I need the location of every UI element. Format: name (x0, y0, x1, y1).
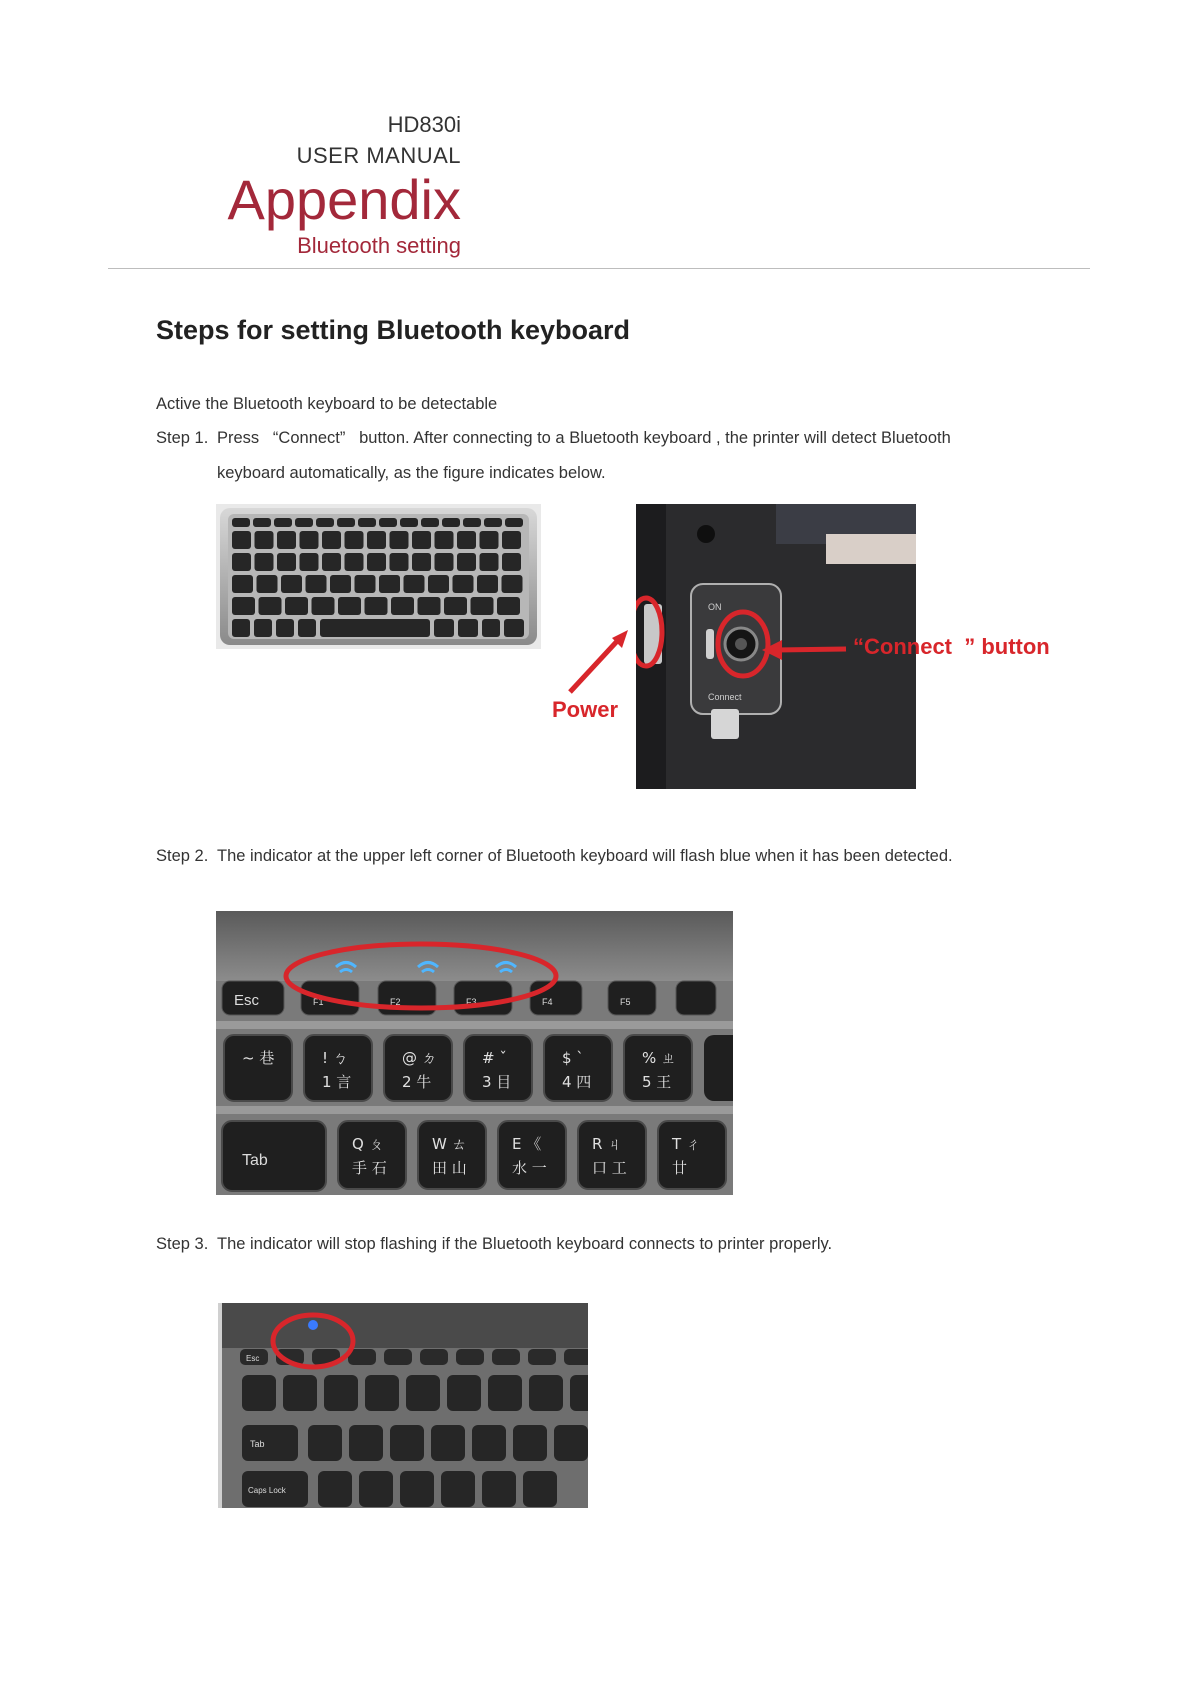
kb-key (412, 553, 431, 571)
key-label: % ㄓ (642, 1049, 677, 1067)
kb-key (259, 597, 282, 615)
kb-key (391, 597, 414, 615)
kb-key (257, 575, 278, 593)
number-key (242, 1375, 276, 1411)
switch-on-text: ON (708, 602, 722, 612)
step1-text-cont: keyboard automatically, as the figure indicates below. (217, 464, 606, 482)
fn-key (528, 1349, 556, 1365)
section-title: Appendix (227, 168, 461, 231)
kb-key (277, 531, 296, 549)
key-label: F4 (542, 997, 553, 1007)
kb-key (502, 553, 521, 571)
kb-key (253, 518, 271, 527)
letter-key (418, 1121, 486, 1189)
key-label: @ ㄉ (402, 1049, 437, 1067)
keyboard-connected-photo (218, 1303, 588, 1508)
kb-key (428, 575, 449, 593)
letter-key (523, 1471, 557, 1507)
kb-key (390, 531, 409, 549)
keyboard-photo (216, 504, 541, 649)
kb-key (457, 531, 476, 549)
fn-key (384, 1349, 412, 1365)
fn-key (492, 1349, 520, 1365)
kb-key (281, 575, 302, 593)
kb-key (277, 553, 296, 571)
kb-key (254, 619, 272, 637)
number-key (447, 1375, 481, 1411)
key-label: R ㄐ (592, 1135, 623, 1153)
number-key (406, 1375, 440, 1411)
step2-text: The indicator at the upper left corner of Bluetooth keyboard will flash blue when it has been detected. (217, 847, 953, 865)
number-key (365, 1375, 399, 1411)
intro-text: Active the Bluetooth keyboard to be detectable (156, 395, 498, 413)
key-label: ~ 巷 (242, 1049, 275, 1067)
kb-key (300, 531, 319, 549)
power-label: Power (552, 697, 619, 722)
kb-key (306, 575, 327, 593)
kb-key (355, 575, 376, 593)
letter-key (349, 1425, 383, 1461)
key-label: E 《 (512, 1135, 542, 1153)
number-key (304, 1035, 372, 1101)
kb-key (463, 518, 481, 527)
kb-key (418, 597, 441, 615)
kb-key (367, 531, 386, 549)
model-name: HD830i (387, 112, 461, 137)
kb-key (482, 619, 500, 637)
kb-key (434, 619, 454, 637)
kb-key (502, 575, 523, 593)
kb-key (337, 518, 355, 527)
key-label: 2 牛 (402, 1073, 432, 1091)
kb-key (484, 518, 502, 527)
fn-key (676, 981, 716, 1015)
letter-key (498, 1121, 566, 1189)
kb-key (365, 597, 388, 615)
key-label: 4 四 (562, 1073, 592, 1091)
kb-key (330, 575, 351, 593)
kb-key (457, 553, 476, 571)
letter-key (472, 1425, 506, 1461)
subsection-title: Bluetooth setting (297, 233, 461, 258)
kb-key (255, 553, 274, 571)
fn-key (530, 981, 582, 1015)
kb-key (477, 575, 498, 593)
number-key (384, 1035, 452, 1101)
key-label: Esc (246, 1354, 260, 1363)
kb-key (367, 553, 386, 571)
number-key (570, 1375, 588, 1411)
kb-key (298, 619, 316, 637)
key-label: F3 (466, 997, 477, 1007)
key-label: F1 (313, 997, 324, 1007)
fn-key (564, 1349, 588, 1365)
kb-key (412, 531, 431, 549)
letter-key (513, 1425, 547, 1461)
kb-key (379, 518, 397, 527)
power-arrow (560, 620, 640, 700)
kb-key (471, 597, 494, 615)
letter-key (554, 1425, 588, 1461)
kb-key (322, 553, 341, 571)
letter-key (338, 1121, 406, 1189)
kb-key (232, 575, 253, 593)
letter-key (431, 1425, 465, 1461)
tab-key (222, 1121, 326, 1191)
kb-key (390, 553, 409, 571)
key-label: 田 山 (432, 1159, 467, 1177)
kb-key (504, 619, 524, 637)
step1-text: Press “Connect” button. After connecting to a Bluetooth keyboard , the printer will detect Bluetooth (217, 429, 951, 447)
letter-key (578, 1121, 646, 1189)
letter-key (658, 1121, 726, 1189)
step3-label: Step 3. (156, 1235, 209, 1253)
key-label: Esc (234, 992, 260, 1009)
kb-key (300, 553, 319, 571)
fn-key (456, 1349, 484, 1365)
kb-key (285, 597, 308, 615)
header-divider (108, 268, 1090, 269)
key-label: Tab (242, 1152, 268, 1169)
key-label: 廿 (672, 1159, 688, 1177)
kb-key (232, 531, 251, 549)
key-label: 1 言 (322, 1073, 352, 1091)
kb-key (435, 553, 454, 571)
key-label: 手 石 (352, 1159, 387, 1177)
kb-key (338, 597, 361, 615)
key-label: # ˇ (482, 1049, 507, 1067)
kb-key (404, 575, 425, 593)
key-label: 3 目 (482, 1073, 512, 1091)
letter-key (308, 1425, 342, 1461)
number-key (704, 1035, 733, 1101)
kb-key (232, 597, 255, 615)
number-key (324, 1375, 358, 1411)
fn-key (608, 981, 656, 1015)
kb-key (453, 575, 474, 593)
letter-key (318, 1471, 352, 1507)
kb-key (458, 619, 478, 637)
number-key (544, 1035, 612, 1101)
letter-key (359, 1471, 393, 1507)
kb-key (444, 597, 467, 615)
kb-key (255, 531, 274, 549)
number-key (529, 1375, 563, 1411)
kb-key (276, 619, 294, 637)
key-label: Q ㄆ (352, 1135, 384, 1153)
kb-key (442, 518, 460, 527)
kb-key (232, 619, 250, 637)
step3-text: The indicator will stop flashing if the Bluetooth keyboard connects to printer properly. (217, 1235, 833, 1253)
step2-label: Step 2. (156, 847, 209, 865)
key-label: 水 一 (512, 1159, 547, 1177)
key-label: Caps Lock (248, 1486, 286, 1495)
number-key (464, 1035, 532, 1101)
number-key (488, 1375, 522, 1411)
key-label: 5 王 (642, 1073, 672, 1091)
kb-key (232, 518, 250, 527)
kb-key (505, 518, 523, 527)
key-label: F5 (620, 997, 631, 1007)
key-label: Tab (250, 1439, 265, 1449)
number-key (283, 1375, 317, 1411)
kb-key (480, 553, 499, 571)
switch-connect-text: Connect (708, 692, 742, 702)
key-label: W ㄊ (432, 1135, 467, 1153)
kb-key (345, 553, 364, 571)
kb-key (274, 518, 292, 527)
kb-key (316, 518, 334, 527)
kb-spacebar (320, 619, 430, 637)
kb-key (480, 531, 499, 549)
keyboard-closeup-flashing-photo (216, 911, 733, 1195)
step1-label: Step 1. (156, 429, 209, 447)
kb-key (497, 597, 520, 615)
kb-key (435, 531, 454, 549)
kb-key (502, 531, 521, 549)
kb-key (421, 518, 439, 527)
kb-key (295, 518, 313, 527)
number-key (624, 1035, 692, 1101)
key-label: T ㄔ (672, 1135, 701, 1153)
fn-key (420, 1349, 448, 1365)
letter-key (400, 1471, 434, 1507)
key-label: F2 (390, 997, 401, 1007)
key-label: $ ˋ (562, 1049, 584, 1067)
number-key (224, 1035, 292, 1101)
manual-title: USER MANUAL (296, 143, 461, 168)
letter-key (482, 1471, 516, 1507)
letter-key (441, 1471, 475, 1507)
key-label: ! ㄅ (322, 1049, 348, 1067)
key-label: 口 工 (592, 1159, 627, 1177)
page-heading: Steps for setting Bluetooth keyboard (156, 315, 631, 345)
connect-button-label: “Connect ” button (853, 634, 1050, 659)
kb-key (345, 531, 364, 549)
kb-key (379, 575, 400, 593)
kb-key (400, 518, 418, 527)
kb-key (312, 597, 335, 615)
letter-key (390, 1425, 424, 1461)
kb-key (232, 553, 251, 571)
kb-key (322, 531, 341, 549)
kb-key (358, 518, 376, 527)
fn-key (454, 981, 512, 1015)
